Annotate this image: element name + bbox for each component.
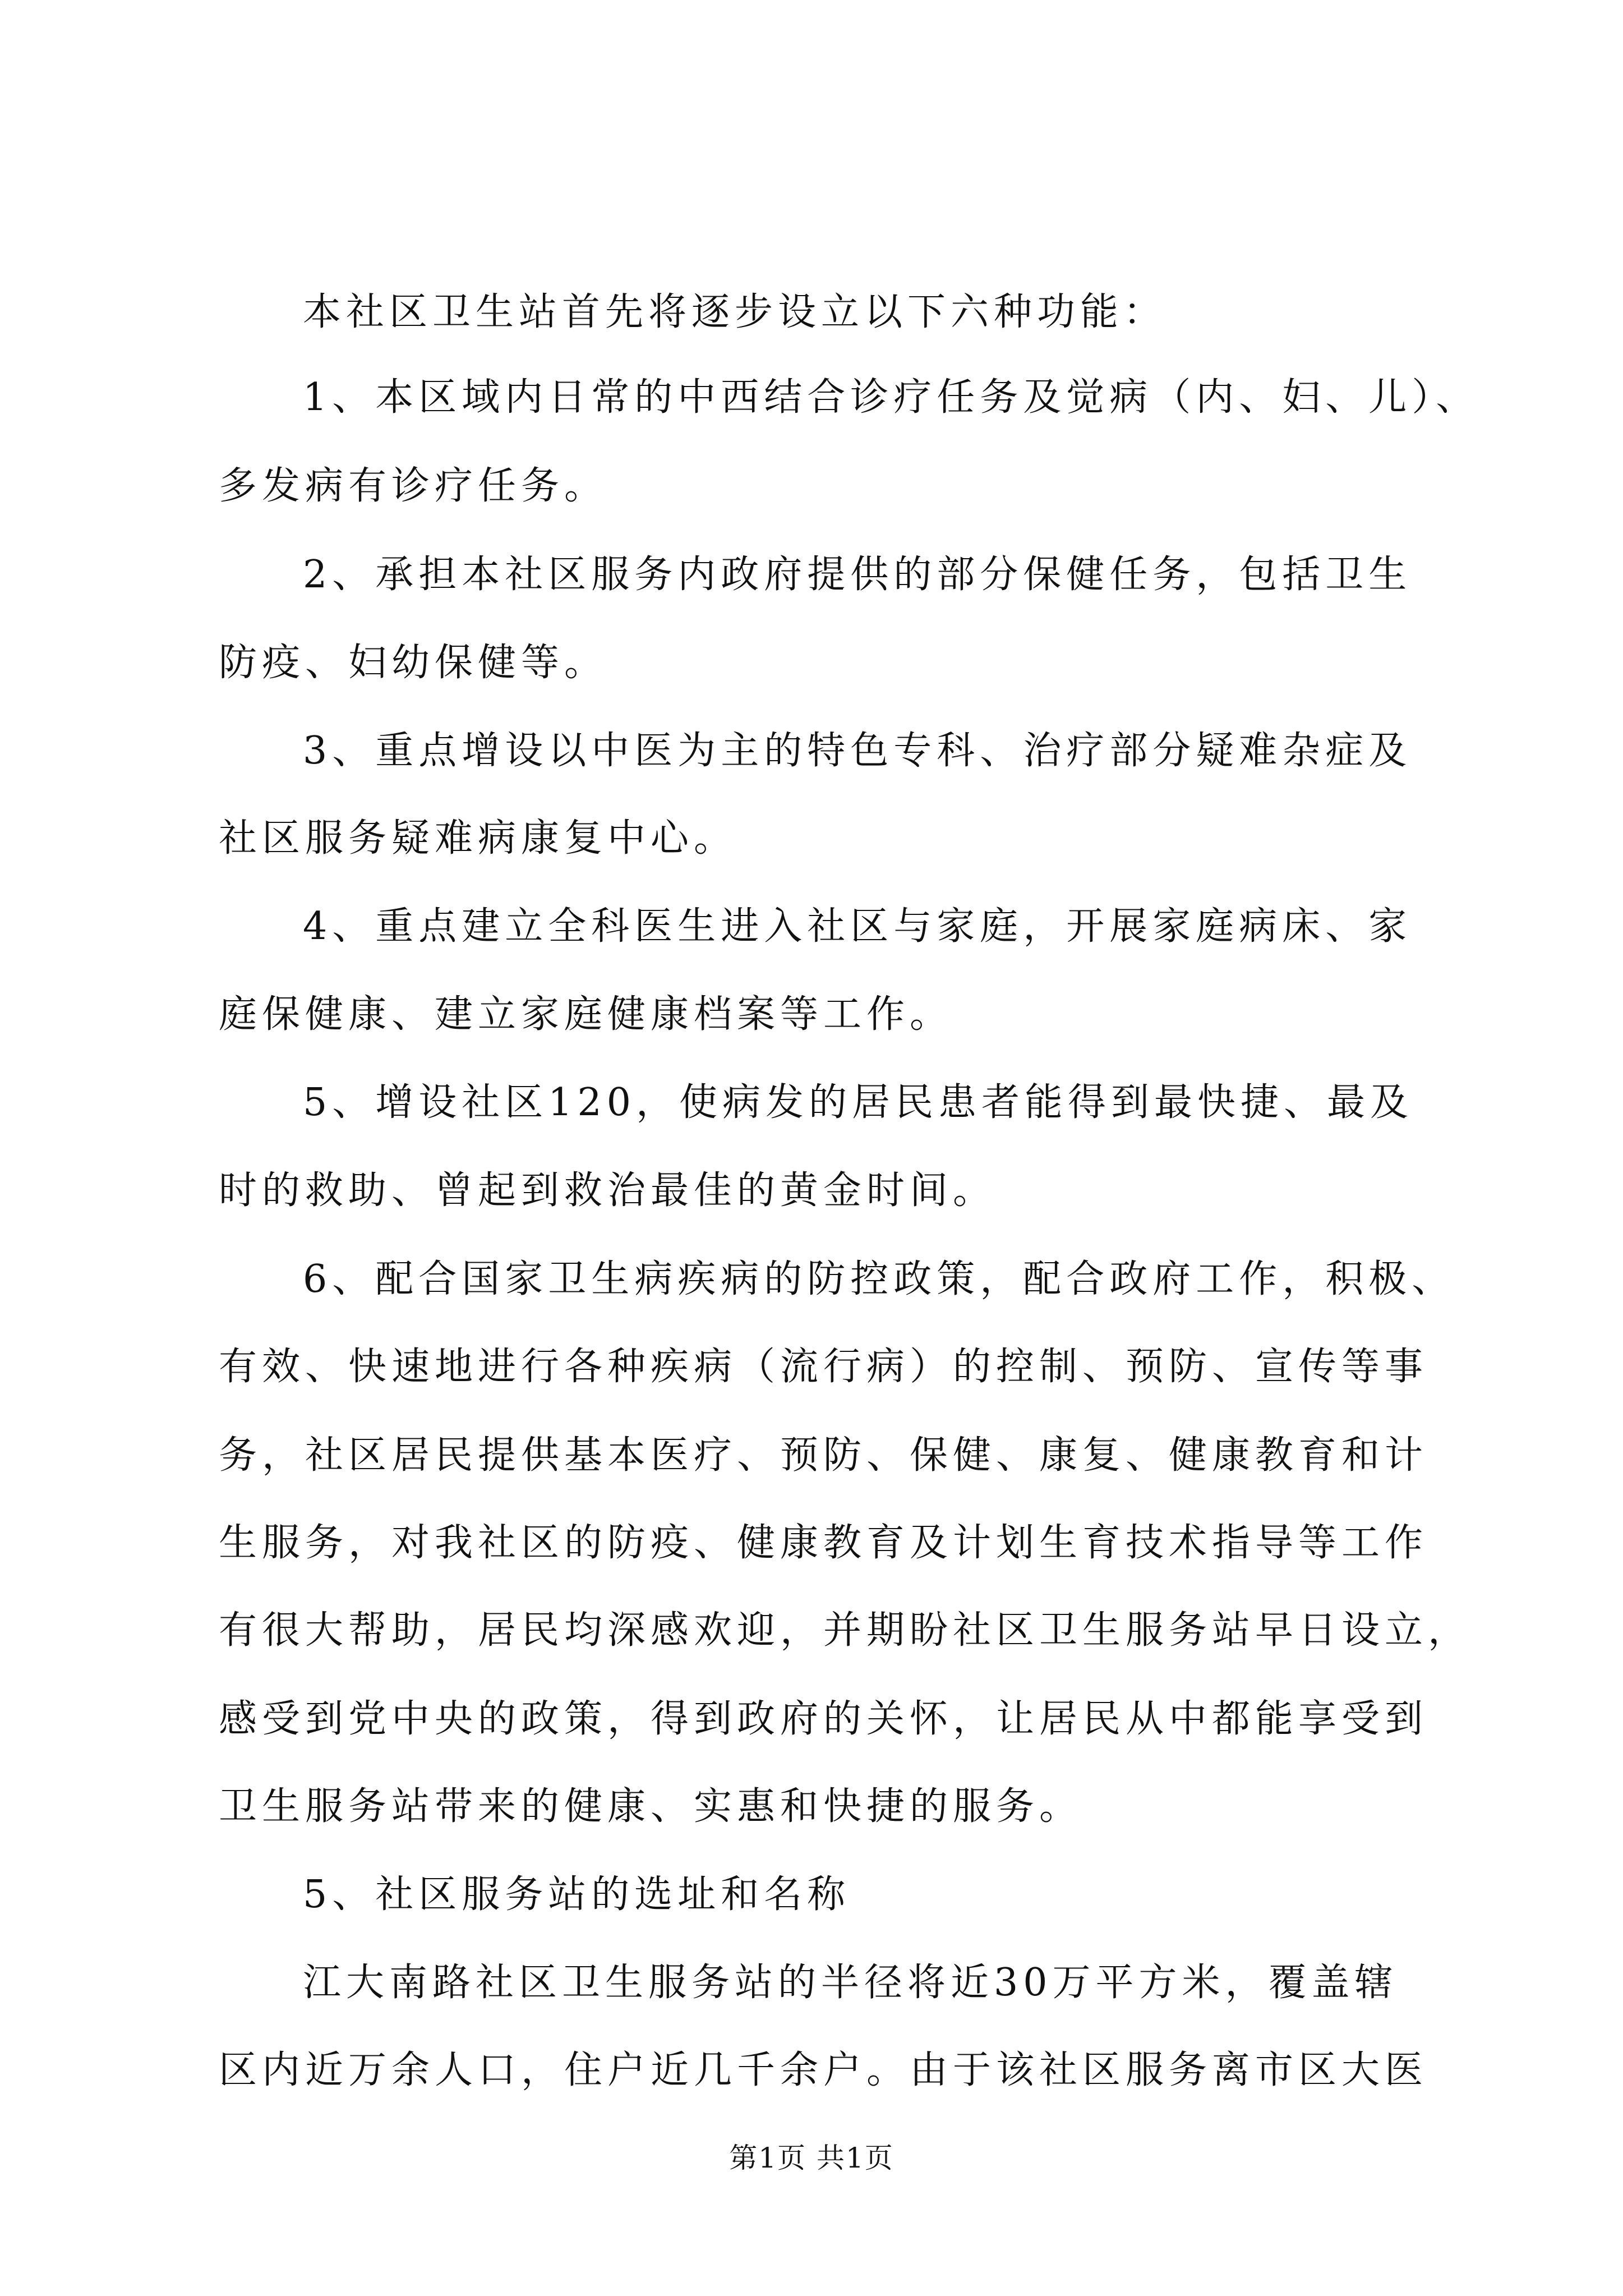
text-line: 庭保健康、建立家庭健康档案等工作。 [219, 992, 953, 1037]
text-line: 区内近万余人口，住户近几千余户。由于该社区服务离市区大医 [219, 2048, 1428, 2092]
text-line: 有效、快速地进行各种疾病（流行病）的控制、预防、宣传等事 [219, 1345, 1428, 1389]
text-line: 社区服务疑难病康复中心。 [219, 816, 737, 861]
page-footer: 第1页 共1页 [729, 2142, 894, 2174]
text-line: 生服务，对我社区的防疫、健康教育及计划生育技术指导等工作 [219, 1521, 1428, 1565]
text-line: 6、配合国家卫生病疾病的防控政策，配合政府工作，积极、 [303, 1257, 1455, 1301]
text-line: 2、承担本社区服务内政府提供的部分保健任务，包括卫生 [303, 553, 1412, 597]
section-heading: 5、社区服务站的选址和名称 [303, 1872, 851, 1917]
text-line: 5、增设社区120，使病发的居民患者能得到最快捷、最及 [303, 1080, 1414, 1125]
text-line: 时的救助、曾起到救治最佳的黄金时间。 [219, 1168, 997, 1213]
text-line: 3、重点增设以中医为主的特色专科、治疗部分疑难杂症及 [303, 729, 1412, 773]
text-line: 江大南路社区卫生服务站的半径将近30万平方米，覆盖辖 [303, 1961, 1398, 2005]
text-line: 有很大帮助，居民均深感欢迎，并期盼社区卫生服务站早日设立， [219, 1608, 1472, 1653]
text-line: 务，社区居民提供基本医疗、预防、保健、康复、健康教育和计 [219, 1433, 1428, 1478]
text-line: 本社区卫生站首先将逐步设立以下六种功能： [303, 290, 1167, 334]
text-line: 多发病有诊疗任务。 [219, 464, 608, 508]
text-line: 4、重点建立全科医生进入社区与家庭，开展家庭病床、家 [303, 904, 1412, 949]
text-line: 1、本区域内日常的中西结合诊疗任务及觉病（内、妇、儿）、 [303, 375, 1479, 420]
text-line: 感受到党中央的政策，得到政府的关怀，让居民从中都能享受到 [219, 1697, 1428, 1741]
text-line: 防疫、妇幼保健等。 [219, 641, 608, 685]
text-line: 卫生服务站带来的健康、实惠和快捷的服务。 [219, 1784, 1083, 1829]
